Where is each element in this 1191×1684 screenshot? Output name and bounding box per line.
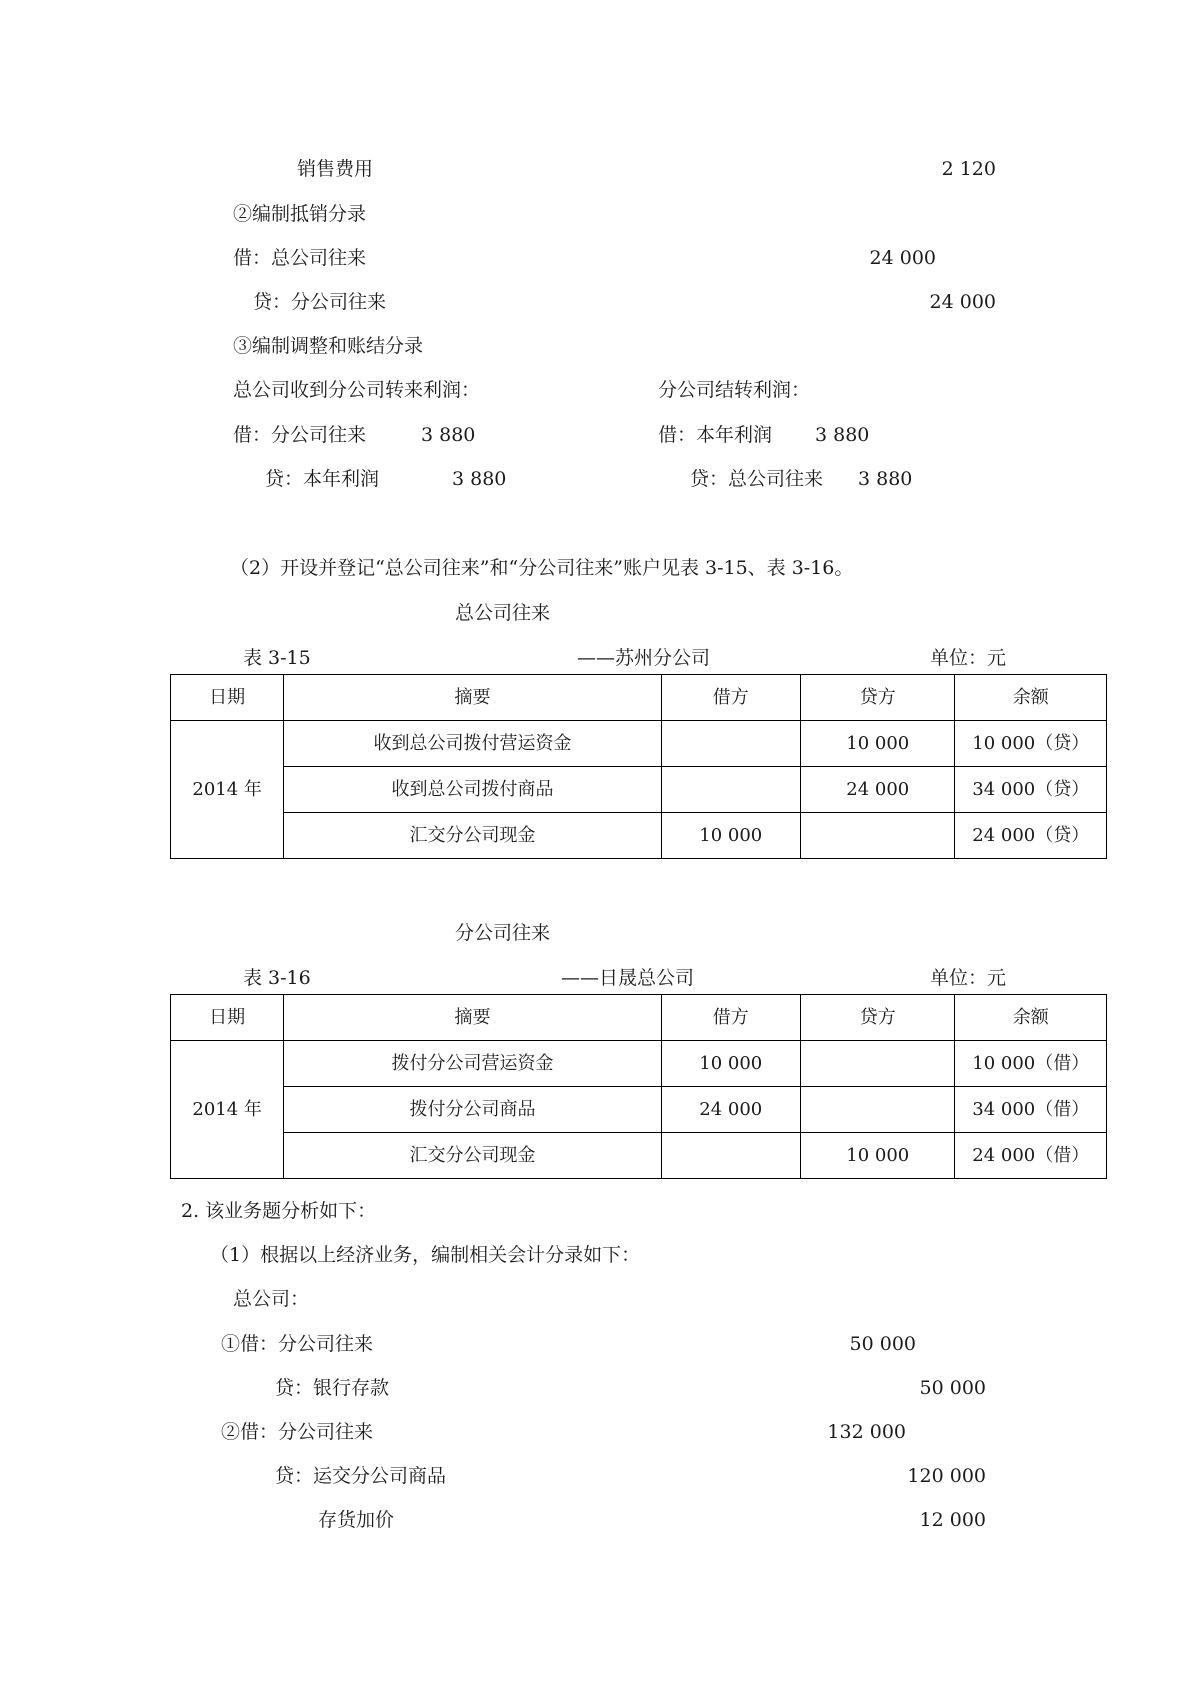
header-summary: 摘要: [284, 675, 661, 721]
entry-2-credit-2: 存货加价: [318, 1509, 395, 1531]
entry-right-credit: 贷：总公司往来: [690, 468, 824, 490]
entry-amount: 3 880: [815, 424, 870, 446]
table1-label: 表 3-15: [243, 647, 311, 669]
table1-subtitle: ——苏州分公司: [577, 647, 711, 669]
header-debit: 借方: [661, 675, 800, 721]
entry-left-credit: 贷：本年利润: [265, 468, 380, 490]
entry-2-debit: ②借：分公司往来: [221, 1421, 374, 1443]
entry-heading-offset: ②编制抵销分录: [233, 203, 367, 225]
entry-amount: 12 000: [919, 1509, 986, 1531]
table1-title: 总公司往来: [455, 602, 551, 624]
entry-amount: 50 000: [849, 1333, 916, 1355]
entry-1-credit: 贷：银行存款: [275, 1377, 390, 1399]
hq-heading: 总公司：: [233, 1288, 310, 1310]
section-2-text: （2）开设并登记“总公司往来”和“分公司往来”账户见表 3-15、表 3-16。: [230, 557, 854, 579]
table-header-row: [171, 995, 1107, 1041]
cell-debit: [661, 721, 800, 767]
cell-summary: 汇交分公司现金: [284, 813, 661, 859]
cell-debit: 10 000: [661, 1041, 800, 1087]
cell-balance: 34 000（贷）: [955, 767, 1107, 813]
table2-label: 表 3-16: [243, 967, 311, 989]
cell-balance: 24 000（借）: [955, 1133, 1107, 1179]
entry-line-credit: 贷：分公司往来: [253, 291, 387, 313]
header-balance: 余额: [955, 995, 1107, 1041]
entry-amount: 120 000: [907, 1465, 986, 1487]
entry-amount: 3 880: [858, 468, 913, 490]
entry-amount: 3 880: [421, 424, 476, 446]
entry-line-debit: 借：总公司往来: [233, 247, 367, 269]
entry-amount: 3 880: [452, 468, 507, 490]
entry-right-heading: 分公司结转利润：: [658, 379, 811, 401]
table-row: [171, 1087, 1107, 1133]
entry-amount: 132 000: [827, 1421, 906, 1443]
cell-summary: 汇交分公司现金: [284, 1133, 661, 1179]
entry-right-debit: 借：本年利润: [658, 424, 773, 446]
entry-amount: 50 000: [919, 1377, 986, 1399]
cell-credit: 10 000: [801, 721, 955, 767]
table-row: [171, 813, 1107, 859]
header-balance: 余额: [955, 675, 1107, 721]
cell-credit: 10 000: [801, 1133, 955, 1179]
cell-debit: [661, 767, 800, 813]
entry-amount: 2 120: [941, 158, 996, 180]
table-row: [171, 721, 1107, 767]
table2-unit: 单位：元: [930, 967, 1007, 989]
entry-line-selling-expense: 销售费用: [297, 158, 374, 180]
table-row: [171, 1133, 1107, 1179]
cell-balance: 10 000（借）: [955, 1041, 1107, 1087]
cell-summary: 收到总公司拨付商品: [284, 767, 661, 813]
table-header-row: [171, 675, 1107, 721]
table-row: [171, 1041, 1107, 1087]
cell-balance: 10 000（贷）: [955, 721, 1107, 767]
header-summary: 摘要: [284, 995, 661, 1041]
entry-amount: 24 000: [929, 291, 996, 313]
question-2-heading: 2. 该业务题分析如下：: [181, 1200, 377, 1222]
cell-summary: 收到总公司拨付营运资金: [284, 721, 661, 767]
cell-credit: 24 000: [801, 767, 955, 813]
header-date: 日期: [171, 675, 284, 721]
table1-unit: 单位：元: [930, 647, 1007, 669]
cell-credit: [801, 1041, 955, 1087]
table2-title: 分公司往来: [455, 922, 551, 944]
cell-credit: [801, 1087, 955, 1133]
cell-credit: [801, 813, 955, 859]
entry-heading-adjust: ③编制调整和账结分录: [233, 335, 424, 357]
cell-debit: 10 000: [661, 813, 800, 859]
header-date: 日期: [171, 995, 284, 1041]
cell-debit: [661, 1133, 800, 1179]
cell-date: 2014 年: [171, 721, 284, 859]
cell-balance: 34 000（借）: [955, 1087, 1107, 1133]
header-credit: 贷方: [801, 675, 955, 721]
entry-left-heading: 总公司收到分公司转来利润：: [233, 379, 481, 401]
entry-1-debit: ①借：分公司往来: [221, 1333, 374, 1355]
ledger-table-3-15: [170, 674, 1107, 859]
ledger-table-3-16: [170, 994, 1107, 1179]
header-credit: 贷方: [801, 995, 955, 1041]
entry-amount: 24 000: [869, 247, 936, 269]
entry-2-credit: 贷：运交分公司商品: [275, 1465, 447, 1487]
header-debit: 借方: [661, 995, 800, 1041]
cell-summary: 拨付分公司营运资金: [284, 1041, 661, 1087]
cell-balance: 24 000（贷）: [955, 813, 1107, 859]
entry-left-debit: 借：分公司往来: [233, 424, 367, 446]
cell-summary: 拨付分公司商品: [284, 1087, 661, 1133]
table2-subtitle: ——日晟总公司: [561, 967, 695, 989]
cell-debit: 24 000: [661, 1087, 800, 1133]
cell-date: 2014 年: [171, 1041, 284, 1179]
table-row: [171, 767, 1107, 813]
question-2-part-1: （1）根据以上经济业务，编制相关会计分录如下：: [210, 1244, 641, 1266]
